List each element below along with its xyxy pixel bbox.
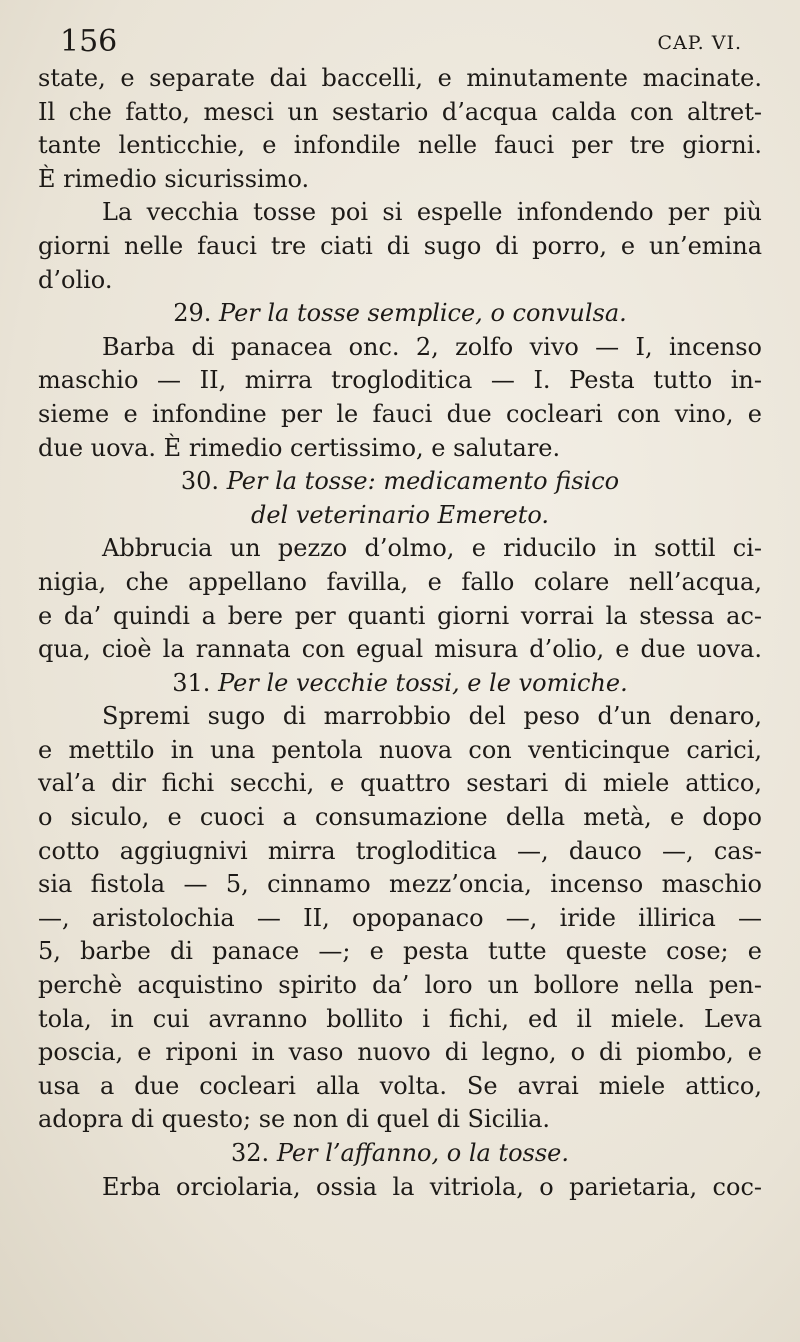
text-line: È rimedio sicurissimo. — [38, 164, 310, 193]
text-line: cotto aggiugnivi mirra trogloditica —, dauco —, cas- — [38, 836, 762, 865]
text-line: val’a dir fichi secchi, e quattro sestari di miele attico, — [38, 769, 762, 798]
section-title: del veterinario Emereto. — [250, 500, 550, 529]
text-line: nigia, che appellano favilla, e fallo colare nell’acqua, — [38, 567, 762, 596]
text-line: giorni nelle fauci tre ciati di sugo di porro, e un’emina — [38, 231, 762, 260]
section-title: Per l’affanno, o la tosse. — [276, 1139, 569, 1167]
text-line: sieme e infondine per le fauci due cocleari con vino, e — [38, 399, 762, 428]
text-line: perchè acquistino spirito da’ loro un bollore nella pen- — [38, 971, 762, 1000]
text-line: poscia, e riponi in vaso nuovo di legno, o di piombo, e — [38, 1038, 762, 1067]
body-text — [38, 62, 762, 1204]
section-title: Per la tosse semplice, o convulsa. — [219, 299, 627, 328]
section-heading — [38, 1137, 762, 1171]
text-line: d’olio. — [38, 265, 113, 294]
section-heading — [38, 667, 762, 701]
text-line: usa a due cocleari alla volta. Se avrai miele attico, — [38, 1071, 762, 1100]
section-heading — [38, 297, 762, 331]
text-line: Spremi sugo di marrobbio del peso d’un denaro, — [102, 702, 762, 731]
text-line: —, aristolochia — II, opopanaco —, iride illirica — — [38, 903, 762, 932]
text-line: adopra di questo; se non di quel di Sicilia. — [38, 1105, 551, 1134]
text-line: tante lenticchie, e infondile nelle fauci per tre giorni. — [38, 131, 762, 160]
text-line: state, e separate dai baccelli, e minutamente macinate. — [38, 64, 762, 92]
section-title: Per la tosse: medicamento fisico — [226, 467, 620, 496]
text-line: tola, in cui avranno bollito i fichi, ed il miele. Leva — [38, 1004, 762, 1033]
chapter-reference: CAP. VI. — [657, 32, 742, 54]
section-heading — [38, 499, 762, 533]
text-line: Abbrucia un pezzo d’olmo, e riducilo in sottil ci- — [102, 534, 762, 563]
text-line: qua, cioè la rannata con egual misura d’olio, e due uova. — [38, 635, 762, 664]
text-line: sia fistola — 5, cinnamo mezz’oncia, incenso maschio — [38, 870, 762, 899]
section-heading — [38, 465, 762, 499]
text-line: 5, barbe di panace —; e pesta tutte queste cose; e — [38, 937, 762, 966]
section-number: 32. — [231, 1139, 270, 1167]
section-number: 29. — [173, 299, 212, 328]
text-line: La vecchia tosse poi si espelle infondendo per più — [102, 198, 762, 227]
page-number: 156 — [60, 24, 118, 59]
section-number: 30. — [180, 467, 220, 496]
text-line: due uova. È rimedio certissimo, e salutare. — [38, 433, 561, 462]
text-line: e da’ quindi a bere per quanti giorni vorrai la stessa ac- — [38, 601, 762, 630]
text-line: Barba di panacea onc. 2, zolfo vivo — I, incenso — [102, 332, 762, 361]
text-line: Erba orciolaria, ossia la vitriola, o parietaria, coc- — [102, 1172, 762, 1201]
section-title: Per le vecchie tossi, e le vomiche. — [218, 668, 628, 697]
text-line: maschio — II, mirra trogloditica — I. Pesta tutto in- — [38, 366, 762, 395]
text-line: e mettilo in una pentola nuova con venticinque carici, — [38, 735, 762, 764]
text-line: o siculo, e cuoci a consumazione della metà, e dopo — [38, 803, 762, 832]
running-head — [60, 24, 742, 58]
section-number: 31. — [172, 668, 211, 697]
text-line: Il che fatto, mesci un sestario d’acqua calda con altret- — [38, 97, 762, 126]
